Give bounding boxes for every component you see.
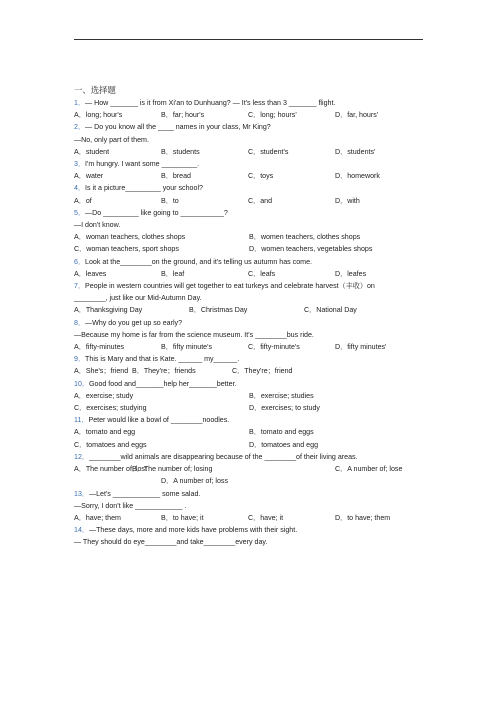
question-stem: Good food and_______help her_______better. <box>88 379 237 388</box>
question-5 <box>74 207 424 256</box>
option-c[interactable]: C．exercises; studying <box>74 404 147 413</box>
option-a[interactable]: A．leaves <box>74 269 107 278</box>
question-stem: —These days, more and more kids have problems with their sight. <box>88 526 298 535</box>
option-a[interactable]: A．long; hour's <box>74 111 123 120</box>
option-b[interactable]: B．They're；friends <box>132 367 196 376</box>
option-d[interactable]: D．to have; them <box>335 513 391 522</box>
option-d[interactable]: D．with <box>335 196 360 205</box>
option-d[interactable]: D．exercises; to study <box>249 404 320 413</box>
option-a[interactable]: A．The number of; lost <box>74 465 147 474</box>
option-a[interactable]: A．of <box>74 196 92 205</box>
question-11 <box>74 414 424 451</box>
question-stem: — They should do eye________and take________every day. <box>74 538 268 547</box>
option-b[interactable]: B．women teachers, clothes shops <box>249 233 361 242</box>
question-stem: —Why do you get up so early? <box>85 318 183 327</box>
option-d[interactable]: D．A number of; loss <box>161 477 229 486</box>
question-stem: —I don't know. <box>74 221 121 230</box>
question-stem: People in western countries will get together to eat turkeys and celebrate harvest（丰收）on <box>85 282 375 291</box>
option-c[interactable]: C．woman teachers, sport shops <box>74 245 179 254</box>
option-d[interactable]: D．women teachers, vegetables shops <box>249 245 373 254</box>
question-number: 3． <box>74 160 86 169</box>
option-a[interactable]: A．Thanksgiving Day <box>74 306 143 315</box>
option-b[interactable]: B．fifty minute's <box>161 343 213 352</box>
option-a[interactable]: A．fifty-minutes <box>74 343 125 352</box>
option-c[interactable]: C．A number of; lose <box>335 465 403 474</box>
option-c[interactable]: C．toys <box>248 172 274 181</box>
option-a[interactable]: A．woman teachers, clothes shops <box>74 233 186 242</box>
question-stem: —No, only part of them. <box>74 135 149 144</box>
option-b[interactable]: B．Christmas Day <box>189 306 248 315</box>
question-stem: Look at the________on the ground, and it's telling us autumn has come. <box>85 257 312 266</box>
option-c[interactable]: C．leafs <box>248 269 276 278</box>
question-stem: Is it a picture_________ your school? <box>85 184 203 193</box>
option-b[interactable]: B．The number of; losing <box>132 465 213 474</box>
option-b[interactable]: B．exercise; studies <box>249 391 314 400</box>
question-number: 9． <box>74 355 86 364</box>
question-stem: —Sorry, I don't like ____________ . <box>74 501 187 510</box>
question-9 <box>74 353 424 377</box>
option-a[interactable]: A．tomato and egg <box>74 428 136 437</box>
question-stem: ________wild animals are disappearing because of the ________of their living areas. <box>88 452 358 461</box>
question-stem: —Because my home is far from the science museum. It's ________bus ride. <box>74 330 314 339</box>
option-d[interactable]: D．homework <box>335 172 380 181</box>
option-d[interactable]: D．fifty minutes' <box>335 343 387 352</box>
option-c[interactable]: C．tomatoes and eggs <box>74 440 147 449</box>
option-c[interactable]: C．have; it <box>248 513 284 522</box>
question-number: 8． <box>74 318 86 327</box>
question-2 <box>74 121 424 158</box>
option-b[interactable]: B．leaf <box>161 269 185 278</box>
question-13 <box>74 488 424 525</box>
question-stem: —Let's ____________ some salad. <box>88 489 201 498</box>
question-stem: Peter would like a bowl of ________noodles. <box>88 416 230 425</box>
question-number: 13． <box>74 489 89 498</box>
option-c[interactable]: C．long; hours' <box>248 111 297 120</box>
question-stem: —Do _________ like going to ___________? <box>85 208 228 217</box>
option-a[interactable]: A．student <box>74 147 110 156</box>
question-stem: This is Mary and that is Kate. ______ my______. <box>85 355 240 364</box>
option-a[interactable]: A．have; them <box>74 513 121 522</box>
section-title: 一、选择题 <box>74 85 116 95</box>
option-b[interactable]: B．far; hour's <box>161 111 205 120</box>
option-c[interactable]: C．and <box>248 196 273 205</box>
question-number: 5． <box>74 208 86 217</box>
question-number: 14． <box>74 526 89 535</box>
question-8 <box>74 317 424 354</box>
question-10 <box>74 378 424 415</box>
question-number: 7． <box>74 282 86 291</box>
option-d[interactable]: D．far, hours' <box>335 111 379 120</box>
question-14 <box>74 524 424 548</box>
question-number: 4． <box>74 184 86 193</box>
question-stem: I'm hungry. I want some _________. <box>85 160 200 169</box>
question-3 <box>74 158 424 182</box>
option-a[interactable]: A．exercise; study <box>74 391 134 400</box>
question-number: 1． <box>74 99 86 107</box>
option-c[interactable]: C．student's <box>248 147 289 156</box>
question-number: 2． <box>74 123 86 132</box>
question-6 <box>74 256 424 280</box>
option-c[interactable]: C．They're；friend <box>232 367 293 376</box>
option-c[interactable]: C．National Day <box>304 306 357 315</box>
option-c[interactable]: C．fifty-minute's <box>248 343 300 352</box>
option-d[interactable]: D．students' <box>335 147 376 156</box>
option-d[interactable]: D．leafes <box>335 269 367 278</box>
option-b[interactable]: B．bread <box>161 172 191 181</box>
header-rule <box>74 39 423 40</box>
option-b[interactable]: B．tomato and eggs <box>249 428 314 437</box>
question-stem: — How _______ is it from Xi'an to Dunhuang? — It's less than 3 _______ flight. <box>85 99 336 107</box>
question-1 <box>74 97 424 121</box>
option-b[interactable]: B．to have; it <box>161 513 204 522</box>
question-stem: — Do you know all the ____ names in your class, Mr King? <box>85 123 271 132</box>
question-4 <box>74 182 424 206</box>
option-b[interactable]: B．to <box>161 196 179 205</box>
exam-page <box>74 84 424 549</box>
question-stem: ________, just like our Mid-Autumn Day. <box>74 294 202 303</box>
question-number: 11． <box>74 416 89 425</box>
question-number: 6． <box>74 257 86 266</box>
option-a[interactable]: A．water <box>74 172 104 181</box>
question-number: 12． <box>74 452 89 461</box>
option-a[interactable]: A．She's；friend <box>74 367 129 376</box>
option-d[interactable]: D．tomatoes and egg <box>249 440 319 449</box>
question-number: 10． <box>74 379 89 388</box>
question-7 <box>74 280 424 317</box>
option-b[interactable]: B．students <box>161 147 200 156</box>
question-12 <box>74 451 424 488</box>
